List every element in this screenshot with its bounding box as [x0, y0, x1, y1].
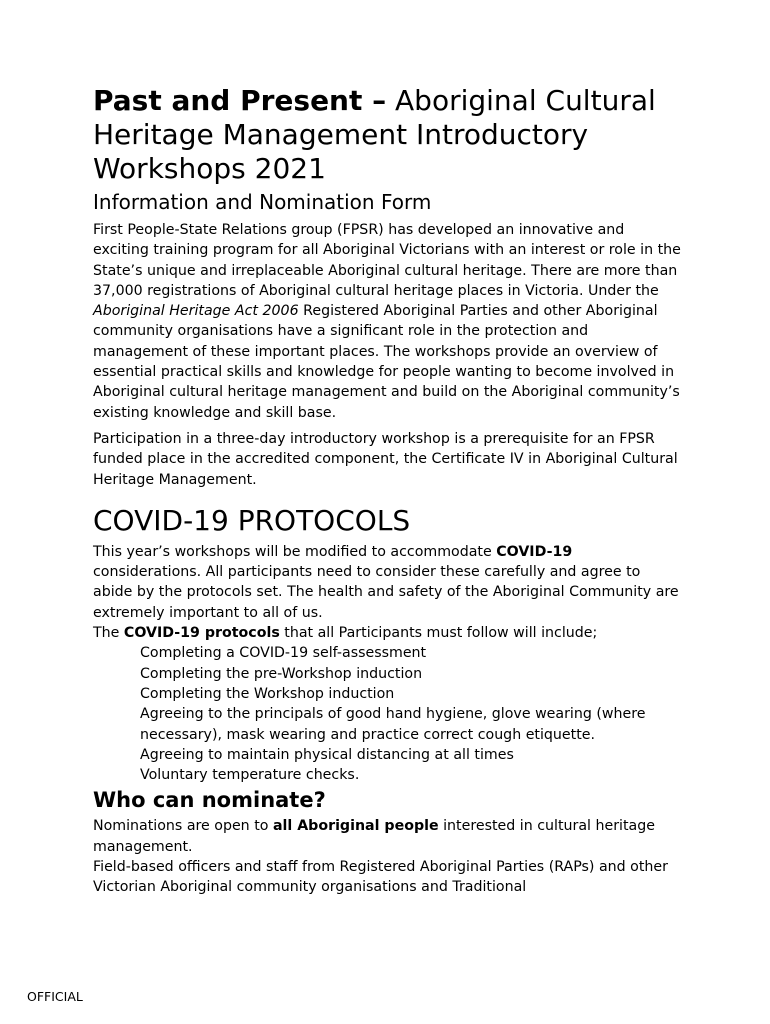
intro-text-1: First People-State Relations group (FPSR) has developed an innovative and exciting training program for all Aboriginal Victorians with an interest or role in the State’s unique and irreplaceable Aboriginal cultural heritage. There are more than 37,000 registrations of Aboriginal cultural heritage places in Victoria. Under the — [93, 222, 681, 299]
nominate-text-2: interested in cultural heritage management. — [93, 818, 655, 855]
list-item: Completing a COVID-19 self-assessment — [140, 645, 427, 662]
nominate-heading: Who can nominate? — [93, 788, 326, 813]
covid-protocols-intro — [93, 623, 683, 643]
classification-label: OFFICIAL — [27, 989, 83, 1004]
title-bold: Past and Present – — [93, 84, 387, 117]
list-item: Voluntary temperature checks. — [140, 767, 360, 784]
title-rest: Aboriginal Cultural Heritage Management Introductory Workshops 2021 — [93, 84, 656, 185]
nominate-bold: all Aboriginal people — [272, 818, 439, 835]
protocols-text-1: The — [93, 625, 124, 642]
covid-bold-1: COVID-19 — [496, 543, 573, 560]
protocols-bold: COVID-19 protocols — [123, 625, 280, 642]
document-body — [93, 84, 683, 898]
covid-text-1: This year’s workshops will be modified to accommodate — [93, 543, 497, 560]
list-item: Agreeing to the principals of good hand hygiene, glove wearing (where necessary), mask wearing and practice correct cough etiquette. — [140, 706, 646, 743]
covid-protocol-list — [140, 643, 683, 785]
covid-text-2: considerations. All participants need to consider these carefully and agree to abide by the protocols set. The health and safety of the Aboriginal Community are extremely important to all of us. — [93, 564, 679, 621]
prerequisite-paragraph: Participation in a three-day introductory workshop is a prerequisite for an FPSR funded place in the accredited component, the Certificate IV in Aboriginal Cultural Heritage Management. — [93, 430, 678, 488]
page-subtitle: Information and Nomination Form — [93, 190, 432, 214]
list-item: Completing the Workshop induction — [140, 685, 395, 702]
act-title: Aboriginal Heritage Act 2006 — [93, 303, 299, 320]
list-item: Completing the pre-Workshop induction — [140, 665, 423, 682]
field-officers-paragraph: Field-based officers and staff from Registered Aboriginal Parties (RAPs) and other Victorian Aboriginal community organisations and Traditional — [93, 859, 668, 896]
covid-paragraph — [93, 542, 683, 623]
page-title — [93, 84, 683, 186]
covid-heading: COVID-19 PROTOCOLS — [93, 503, 411, 537]
intro-paragraph — [93, 220, 683, 423]
protocols-text-2: that all Participants must follow will include; — [279, 625, 598, 642]
nominate-text-1: Nominations are open to — [93, 818, 273, 835]
list-item: Agreeing to maintain physical distancing at all times — [140, 746, 514, 763]
intro-text-2: Registered Aboriginal Parties and other Aboriginal community organisations have a significant role in the protection and management of these important places. The workshops provide an overview of essential practical skills and knowledge for people wanting to become involved in Aboriginal cultural heritage management and build on the Aboriginal community’s existing knowledge and skill base. — [93, 303, 680, 421]
nominate-paragraph — [93, 816, 683, 857]
